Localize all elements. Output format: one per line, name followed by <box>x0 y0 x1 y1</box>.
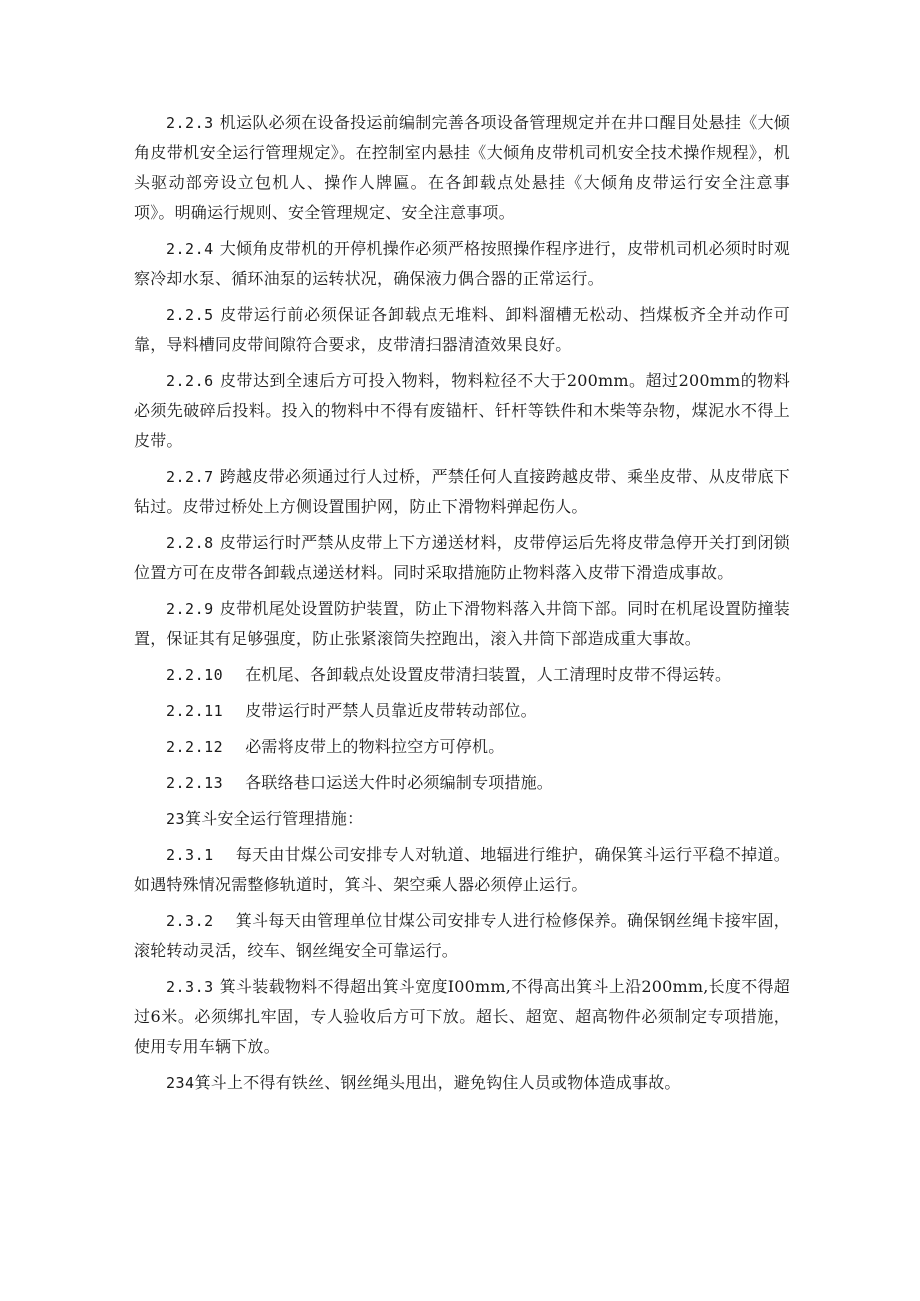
clause-text: 皮带运行前必须保证各卸载点无堆料、卸料溜槽无松动、挡煤板齐全并动作可靠，导料槽同皮带间隙符合要求，皮带清扫器清渣效果良好。 <box>134 305 790 354</box>
clause-text: 皮带运行时严禁从皮带上下方递送材料，皮带停运后先将皮带急停开关打到闭锁位置方可在皮带各卸载点递送材料。同时采取措施防止物料落入皮带下滑造成事故。 <box>134 533 790 582</box>
clause-2-3-3 <box>134 972 790 1062</box>
clause-text: 机运队必须在设备投运前编制完善各项设备管理规定并在井口醒目处悬挂《大倾角皮带机安全运行管理规定》。在控制室内悬挂《大倾角皮带机司机安全技术操作规程》，机头驱动部旁设立包机人、操作人牌匾。在各卸载点处悬挂《大倾角皮带运行安全注意事项》。明确运行规则、安全管理规定、安全注意事项。 <box>134 113 790 222</box>
clause-2-2-6 <box>134 366 790 456</box>
clause-number: 2.3.1 <box>166 846 214 864</box>
clause-number: 234 <box>166 1074 195 1092</box>
clause-text: 箕斗上不得有铁丝、钢丝绳头甩出，避免钩住人员或物体造成事故。 <box>194 1073 681 1092</box>
section-number: 23 <box>166 810 186 828</box>
clause-2-2-13 <box>134 768 790 798</box>
clause-2-2-3 <box>134 108 790 228</box>
clause-number: 2.2.13 <box>166 774 224 792</box>
clause-text: 皮带机尾处设置防护装置，防止下滑物料落入井筒下部。同时在机尾设置防撞装置，保证其有足够强度，防止张紧滚筒失控跑出，滚入井筒下部造成重大事故。 <box>134 599 790 648</box>
clause-2-2-8 <box>134 528 790 588</box>
clause-2-3-2 <box>134 906 790 966</box>
clause-number: 2.2.4 <box>166 240 214 258</box>
section-heading-2-3 <box>134 804 790 834</box>
clause-text: 在机尾、各卸载点处设置皮带清扫装置，人工清理时皮带不得运转。 <box>245 665 732 684</box>
clause-number: 2.2.12 <box>166 738 224 756</box>
clause-number: 2.2.10 <box>166 666 224 684</box>
clause-text: 箕斗装载物料不得超出箕斗宽度I00mm,不得高出箕斗上沿200mm,长度不得超过6米。必须绑扎牢固，专人验收后方可下放。超长、超宽、超高物件必须制定专项措施，使用专用车辆下放。 <box>134 977 790 1056</box>
clause-text: 各联络巷口运送大件时必须编制专项措施。 <box>245 773 553 792</box>
clause-text: 每天由甘煤公司安排专人对轨道、地辐进行维护，确保箕斗运行平稳不掉道。如遇特殊情况需整修轨道时，箕斗、架空乘人器必须停止运行。 <box>134 845 790 894</box>
document-body <box>134 108 790 1104</box>
clause-number: 2.3.2 <box>166 912 214 930</box>
clause-text: 大倾角皮带机的开停机操作必须严格按照操作程序进行，皮带机司机必须时时观察冷却水泵、循环油泵的运转状况，确保液力偶合器的正常运行。 <box>134 239 790 288</box>
clause-number: 2.2.6 <box>166 372 214 390</box>
clause-2-2-9 <box>134 594 790 654</box>
clause-2-2-4 <box>134 234 790 294</box>
clause-2-3-4 <box>134 1068 790 1098</box>
clause-number: 2.2.5 <box>166 306 214 324</box>
clause-number: 2.3.3 <box>166 978 214 996</box>
clause-number: 2.2.11 <box>166 702 224 720</box>
clause-2-3-1 <box>134 840 790 900</box>
clause-2-2-11 <box>134 696 790 726</box>
clause-text: 皮带达到全速后方可投入物料，物料粒径不大于200mm。超过200mm的物料必须先破碎后投料。投入的物料中不得有废锚杆、钎杆等铁件和木柴等杂物，煤泥水不得上皮带。 <box>134 371 790 450</box>
clause-text: 箕斗每天由管理单位甘煤公司安排专人进行检修保养。确保钢丝绳卡接牢固，滚轮转动灵活，绞车、钢丝绳安全可靠运行。 <box>134 911 790 960</box>
clause-2-2-5 <box>134 300 790 360</box>
clause-2-2-7 <box>134 462 790 522</box>
clause-text: 跨越皮带必须通过行人过桥，严禁任何人直接跨越皮带、乘坐皮带、从皮带底下钻过。皮带过桥处上方侧设置围护网，防止下滑物料弹起伤人。 <box>134 467 790 516</box>
clause-number: 2.2.8 <box>166 534 214 552</box>
clause-2-2-10 <box>134 660 790 690</box>
clause-number: 2.2.7 <box>166 468 214 486</box>
clause-text: 必需将皮带上的物料拉空方可停机。 <box>245 737 505 756</box>
clause-number: 2.2.3 <box>166 114 214 132</box>
clause-2-2-12 <box>134 732 790 762</box>
section-title: 箕斗安全运行管理措施： <box>185 809 364 828</box>
clause-text: 皮带运行时严禁人员靠近皮带转动部位。 <box>245 701 537 720</box>
clause-number: 2.2.9 <box>166 600 214 618</box>
